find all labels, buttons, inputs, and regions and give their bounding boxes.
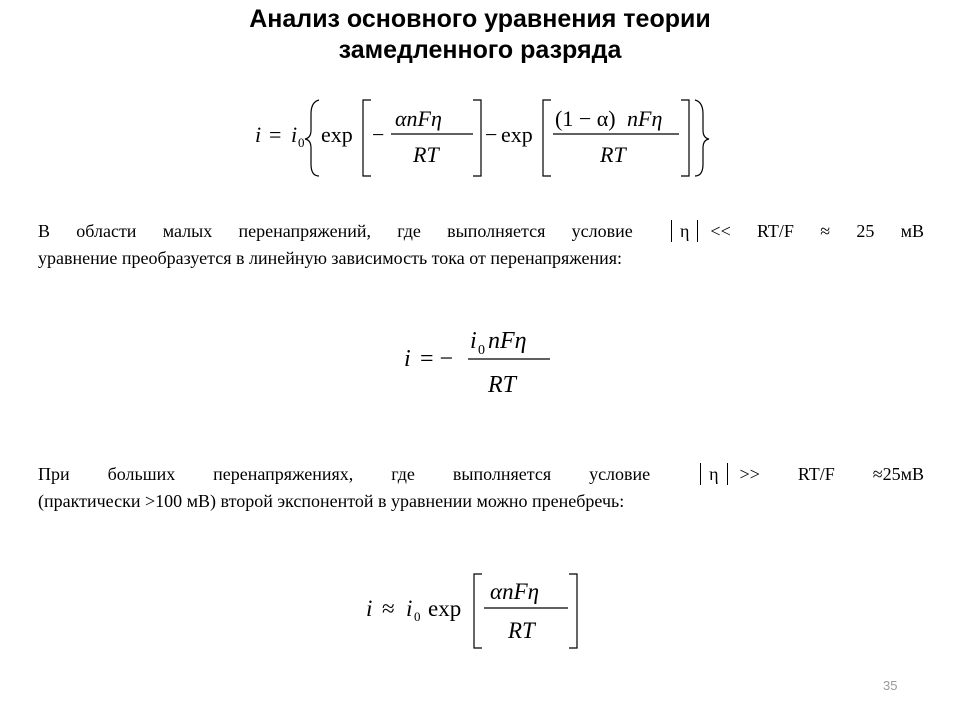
- paragraph-2-line-1: [38, 461, 924, 488]
- eta-symbol-1: η: [680, 221, 690, 241]
- eta-symbol-2: η: [709, 464, 719, 484]
- paragraph-1-line-2: уравнение преобразуется в линейную зависимость тока от перенапряжения:: [38, 248, 623, 268]
- main-equation: [255, 96, 715, 178]
- main-eq-minus-2: −: [485, 122, 498, 147]
- abs-bar-left: [671, 220, 672, 242]
- bracket-2-left: [543, 100, 551, 176]
- main-eq-numerator-2-prefix: (1 − α): [555, 106, 616, 131]
- paragraph-large-overpotential: [38, 461, 924, 515]
- tafel-eq-approx: ≈: [382, 596, 395, 621]
- tafel-eq-lhs: i: [366, 596, 373, 621]
- main-eq-i0: i: [291, 122, 298, 147]
- page-number: 35: [883, 678, 898, 693]
- paragraph-2-text-end: >> RT/F ≈25мВ: [739, 464, 924, 484]
- paragraph-small-overpotential: [38, 218, 924, 272]
- linear-equation-svg: [404, 320, 564, 400]
- main-eq-equals: =: [269, 122, 282, 147]
- tafel-equation: [366, 568, 596, 652]
- tafel-eq-numerator: αnFη: [490, 579, 540, 604]
- main-eq-denominator-1: RT: [413, 142, 439, 167]
- main-eq-numerator-2-suffix: nFη: [627, 106, 663, 131]
- paragraph-1-line-1: [38, 218, 924, 245]
- main-eq-exp-1: exp: [321, 122, 353, 147]
- linear-eq-lhs: i: [404, 346, 411, 372]
- linear-eq-denominator: RT: [488, 372, 517, 398]
- tafel-eq-i0: i: [406, 596, 413, 621]
- main-eq-i0-sub: 0: [298, 135, 305, 150]
- abs-bar-left: [700, 463, 701, 485]
- tafel-equation-svg: [366, 568, 596, 652]
- linear-eq-equals: = −: [420, 346, 454, 372]
- main-eq-numerator-1: αnFη: [395, 106, 442, 131]
- abs-bar-right: [697, 220, 698, 242]
- bracket-2-right: [681, 100, 689, 176]
- tafel-eq-exp: exp: [428, 596, 462, 621]
- tafel-eq-i0-sub: 0: [414, 609, 421, 624]
- main-eq-exp-2: exp: [501, 122, 533, 147]
- main-eq-lhs: i: [255, 122, 262, 147]
- main-equation-svg: [255, 96, 715, 178]
- left-brace: [305, 100, 319, 176]
- tafel-bracket-right: [569, 574, 577, 648]
- main-eq-minus-1: −: [372, 122, 385, 147]
- slide-title-line-1: Анализ основного уравнения теории: [249, 5, 711, 33]
- slide-title: [0, 4, 960, 66]
- linear-eq-num-i: i: [470, 328, 477, 354]
- paragraph-2-line-2: (практически >100 мВ) второй экспонентой в уравнении можно пренебречь:: [38, 491, 625, 511]
- bracket-1-right: [473, 100, 481, 176]
- tafel-eq-denominator: RT: [508, 618, 535, 643]
- abs-eta-1: [663, 218, 706, 245]
- paragraph-1-text-start: В области малых перенапряжений, где выполняется условие: [38, 221, 633, 241]
- abs-eta-2: [692, 461, 735, 488]
- abs-bar-right: [727, 463, 728, 485]
- tafel-bracket-left: [474, 574, 482, 648]
- slide-title-line-2: замедленного разряда: [338, 36, 622, 64]
- bracket-1-left: [363, 100, 371, 176]
- linear-eq-num-rest: nFη: [488, 328, 527, 354]
- linear-equation: [404, 320, 564, 400]
- main-eq-denominator-2: RT: [600, 142, 626, 167]
- paragraph-1-text-end: << RT/F ≈ 25 мВ: [710, 221, 924, 241]
- paragraph-2-text-start: При больших перенапряжениях, где выполняется условие: [38, 464, 651, 484]
- linear-eq-num-sub: 0: [478, 343, 485, 358]
- right-brace: [695, 100, 709, 176]
